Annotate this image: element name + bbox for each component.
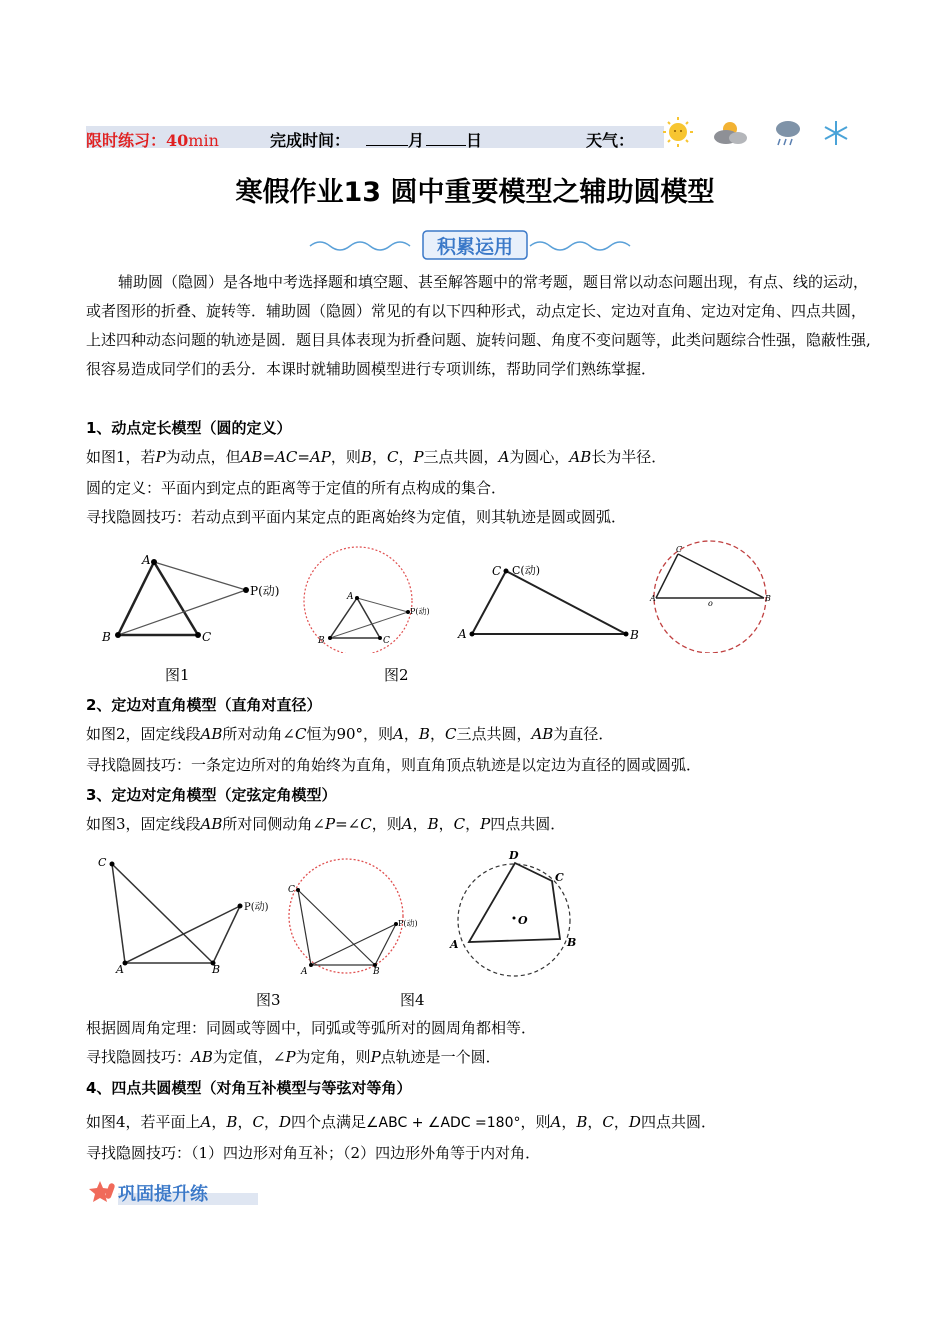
day-blank[interactable] <box>426 128 466 146</box>
section1-line2: 圆的定义：平面内到定点的距离等于定值的所有点构成的集合． <box>86 479 507 497</box>
svg-text:o: o <box>708 599 713 608</box>
svg-text:P(动): P(动) <box>250 584 280 598</box>
section2-line1: 如图2，固定线段AB所对动角∠C恒为90°，则A，B，C三点共圆，AB为直径． <box>86 725 614 743</box>
section3-line1: 如图3，固定线段AB所对同侧动角∠P=∠C，则A，B，C，P四点共圆． <box>86 815 566 833</box>
section2-line2: 寻找隐圆技巧：一条定边所对的角始终为直角，则直角顶点轨迹是以定边为直径的圆或圆弧． <box>86 756 702 774</box>
banner-title: 积累运用 <box>436 236 513 258</box>
svg-text:P(动): P(动) <box>410 607 430 616</box>
section4-line1: 如图4，若平面上A，B，C，D四个点满足∠ABC + ∠ADC =180°，则A，B，C，D四点共圆． <box>86 1113 716 1131</box>
sun-icon[interactable] <box>663 117 693 147</box>
weather-label: 天气： <box>586 131 635 150</box>
figures-row-1 <box>90 538 810 653</box>
svg-text:C: C <box>98 856 107 869</box>
svg-text:O: O <box>518 914 528 927</box>
section3-heading: 3、定边对定角模型（定弦定角模型） <box>86 786 337 804</box>
svg-text:B: B <box>373 967 380 977</box>
section4-line2: 寻找隐圆技巧：（1）四边形对角互补；（2）四边形外角等于内对角． <box>86 1144 541 1162</box>
figure-6 <box>288 859 418 977</box>
caption-fig1: 图1 <box>165 666 190 684</box>
section1-line1: 如图1，若P为动点，但AB=AC=AP，则B，C，P三点共圆，A为圆心，AB长为半径． <box>86 448 667 466</box>
figure-7 <box>449 849 576 976</box>
figures-row-2 <box>90 842 590 982</box>
page-title: 寒假作业13 圆中重要模型之辅助圆模型 <box>235 177 715 208</box>
intro-paragraph: 辅助圆（隐圆）是各地中考选择题和填空题、甚至解答题中的常考题，题目常以动态问题出现，有点、线的运动，或者图形的折叠、旋转等．辅助圆（隐圆）常见的有以下四种形式，动点定长、定边对直角、定边对定角、四点共圆，上述四种动态问题的轨迹是圆．题目具体表现为折叠问题、旋转问题、角度不变问题等，此类问题综合性强，隐蔽性强,很容易造成同学们的丢分．本课时就辅助圆模型进行专项训练，帮助同学们熟练掌握． <box>86 273 871 378</box>
practice-time-label: 限时练习：40min <box>86 131 219 150</box>
svg-text:B: B <box>630 628 639 642</box>
svg-text:A: A <box>458 627 467 641</box>
day-label: 日 <box>466 131 483 150</box>
partly-cloudy-icon[interactable] <box>714 122 747 144</box>
rain-cloud-icon[interactable] <box>776 121 800 145</box>
caption-fig4: 图4 <box>400 991 425 1009</box>
section3-line2: 根据圆周角定理：同圆或等圆中，同弧或等弧所对的圆周角都相等． <box>86 1019 537 1037</box>
svg-text:C: C <box>492 564 502 578</box>
svg-text:A: A <box>450 938 459 951</box>
svg-text:P(动): P(动) <box>244 902 269 913</box>
svg-text:A: A <box>347 592 354 602</box>
header-bar <box>86 126 664 148</box>
svg-text:C: C <box>288 885 295 895</box>
footer-banner-title: 巩固提升练 <box>118 1184 208 1205</box>
svg-text:B: B <box>318 636 325 646</box>
finish-time-label: 完成时间： <box>270 131 351 150</box>
svg-text:B: B <box>567 936 577 949</box>
svg-text:C: C <box>202 630 212 644</box>
month-blank[interactable] <box>366 128 408 146</box>
figure-1 <box>101 553 279 644</box>
svg-text:A: A <box>142 553 151 567</box>
snowflake-icon[interactable] <box>825 121 847 145</box>
svg-text:D: D <box>509 849 519 862</box>
section4-heading: 4、四点共圆模型（对角互补模型与等弦对等角） <box>86 1079 412 1097</box>
svg-text:C: C <box>383 636 390 646</box>
section1-heading: 1、动点定长模型（圆的定义） <box>86 419 292 437</box>
month-label: 月 <box>408 131 425 150</box>
svg-text:B: B <box>765 594 771 603</box>
section2-heading: 2、定边对直角模型（直角对直径） <box>86 696 322 714</box>
svg-text:B: B <box>102 630 111 644</box>
svg-text:A: A <box>650 594 656 603</box>
section3-line3: 寻找隐圆技巧：AB为定值，∠P为定角，则P点轨迹是一个圆． <box>86 1048 501 1066</box>
figure-2 <box>304 547 430 653</box>
section1-line3: 寻找隐圆技巧：若动点到平面内某定点的距离始终为定值，则其轨迹是圆或圆弧． <box>86 508 627 526</box>
caption-fig2: 图2 <box>384 666 409 684</box>
svg-text:C: C <box>676 545 683 554</box>
figure-4 <box>649 541 771 653</box>
caption-fig3: 图3 <box>256 991 281 1009</box>
figure-3 <box>457 563 639 642</box>
formula: ∠ABC + ∠ADC =180° <box>366 1115 521 1131</box>
svg-text:A: A <box>116 963 124 976</box>
svg-text:C: C <box>555 871 564 884</box>
svg-text:P(动): P(动) <box>398 919 418 928</box>
svg-text:B: B <box>212 963 221 976</box>
figure-5 <box>98 856 269 976</box>
weather-icons <box>660 115 860 155</box>
svg-text:C(动): C(动) <box>512 564 540 577</box>
svg-text:A: A <box>301 967 308 977</box>
star-icon <box>89 1181 116 1202</box>
